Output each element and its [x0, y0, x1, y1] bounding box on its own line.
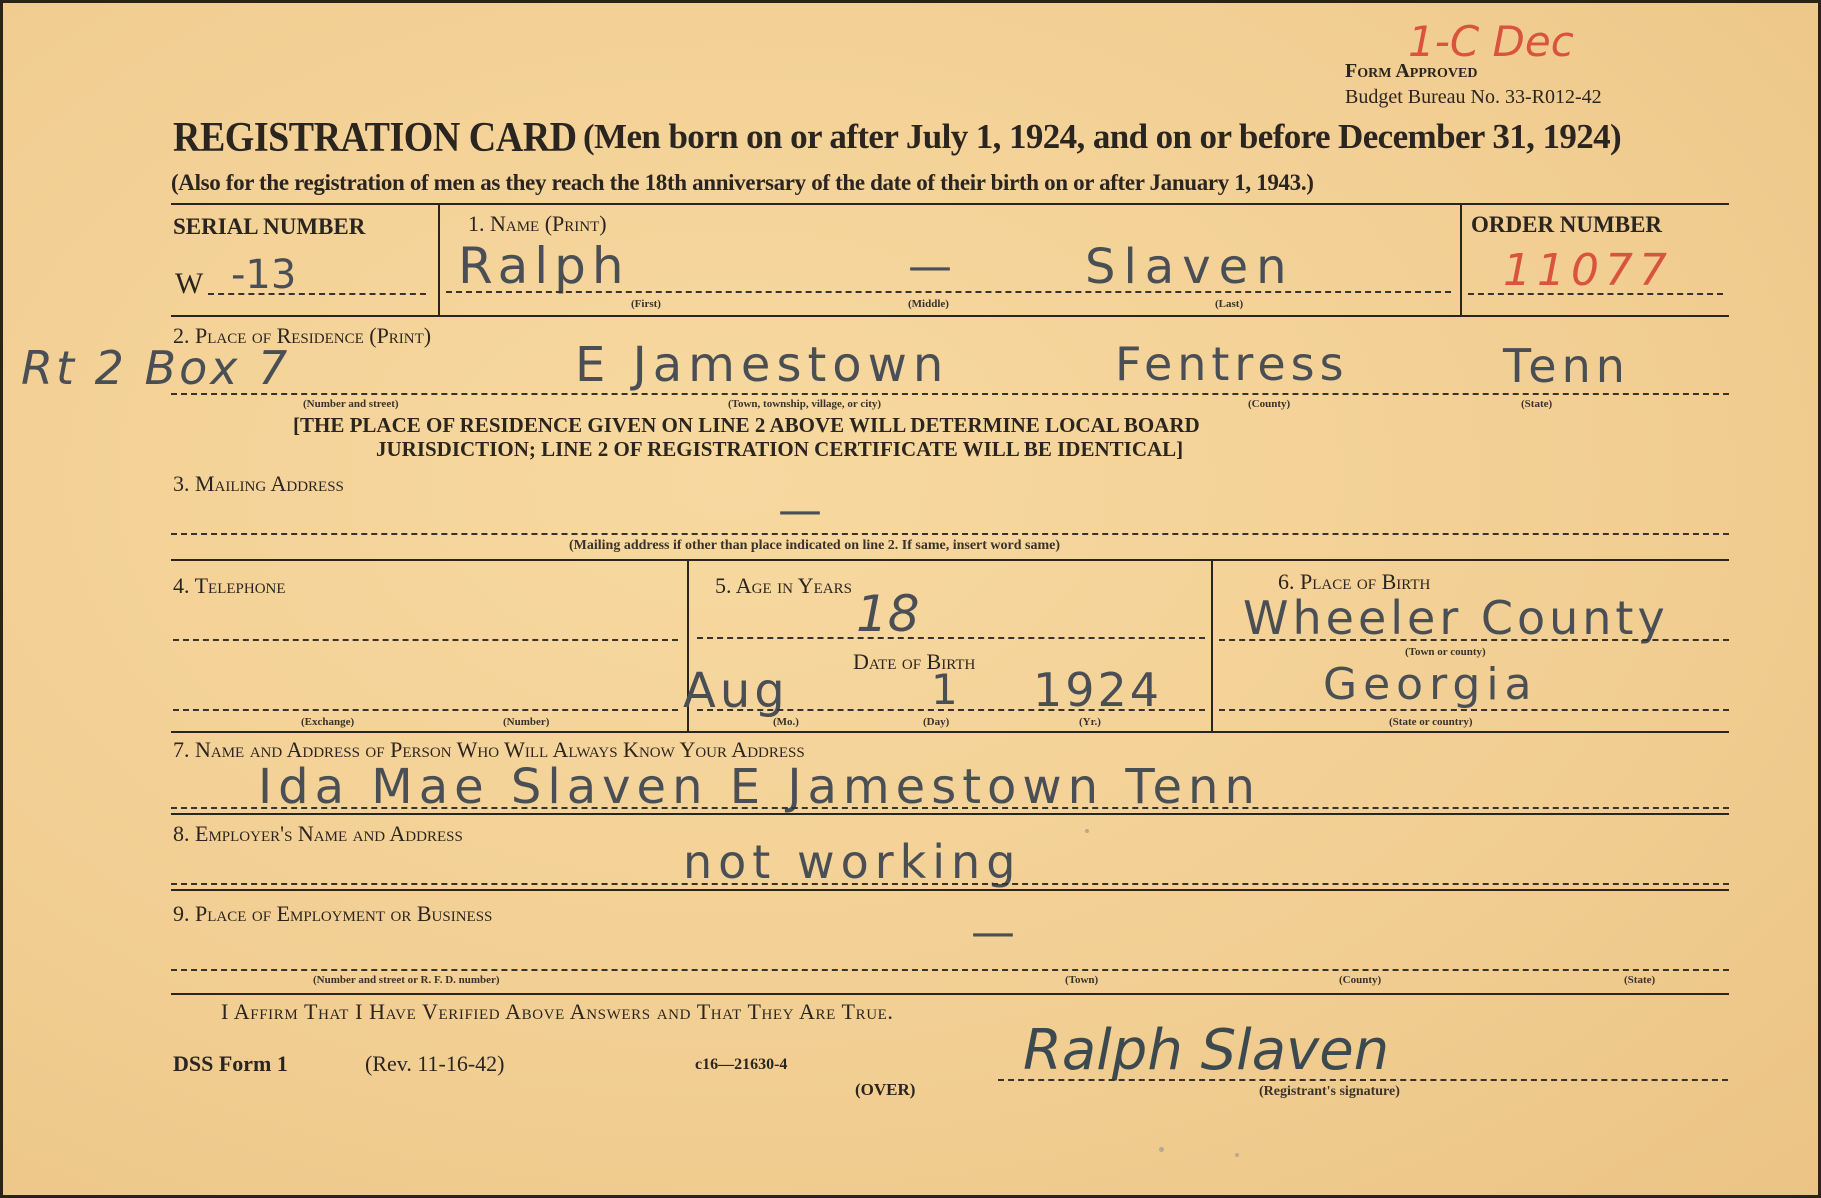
- over-note: (OVER): [855, 1080, 916, 1099]
- residence-label: 2. Place of Residence (Print): [173, 323, 432, 348]
- name-first-caption: (First): [631, 298, 661, 310]
- birthplace-state-caption: (State or country): [1389, 716, 1473, 728]
- date-of-birth-label: Date of Birth: [853, 649, 976, 674]
- employment-town-caption: (Town): [1065, 974, 1099, 986]
- employment-street-caption: (Number and street or R. F. D. number): [313, 974, 500, 986]
- card-subtitle: (Also for the registration of men as they reach the 18th anniversary of the date of their birth on or after January 1, 1943.): [171, 170, 1314, 195]
- residence-street-caption: (Number and street): [303, 398, 399, 410]
- residence-state-caption: (State): [1521, 398, 1553, 410]
- jurisdiction-note-line-2: JURISDICTION; LINE 2 OF REGISTRATION CERTIFICATE WILL BE IDENTICAL]: [376, 437, 1184, 461]
- affirmation-text: I Affirm That I Have Verified Above Answers and That They Are True.: [221, 999, 894, 1024]
- telephone-exchange-caption: (Exchange): [301, 716, 355, 728]
- registrant-signature: Ralph Slaven: [1023, 1018, 1390, 1083]
- name-last-caption: (Last): [1215, 298, 1244, 310]
- telephone-label: 4. Telephone: [173, 573, 286, 598]
- card-title: REGISTRATION CARD: [173, 114, 577, 161]
- residence-county: Fentress: [1115, 337, 1349, 391]
- order-number-label: ORDER NUMBER: [1471, 212, 1663, 237]
- age-label: 5. Age in Years: [715, 573, 852, 598]
- name-first: Ralph: [458, 237, 630, 295]
- name-label: 1. Name (Print): [468, 211, 607, 236]
- form-approved: Form Approved: [1345, 60, 1478, 82]
- mailing-address-caption: (Mailing address if other than place indicated on line 2. If same, insert word same): [569, 538, 1061, 553]
- name-last: Slaven: [1085, 239, 1295, 295]
- mailing-address-label: 3. Mailing Address: [173, 471, 344, 496]
- budget-bureau: Budget Bureau No. 33-R012-42: [1345, 86, 1602, 108]
- dss-form-revision: (Rev. 11-16-42): [365, 1051, 505, 1076]
- jurisdiction-note-line-1: [THE PLACE OF RESIDENCE GIVEN ON LINE 2 ABOVE WILL DETERMINE LOCAL BOARD: [293, 413, 1200, 437]
- employment-state-caption: (State): [1624, 974, 1656, 986]
- residence-town: E Jamestown: [575, 337, 950, 393]
- serial-number-value: -13: [231, 252, 297, 298]
- residence-county-caption: (County): [1248, 398, 1291, 410]
- place-of-birth-label: 6. Place of Birth: [1278, 569, 1431, 594]
- dob-year-caption: (Yr.): [1079, 716, 1101, 728]
- mailing-address-value: —: [778, 485, 822, 536]
- card-title-note: (Men born on or after July 1, 1924, and on or before December 31, 1924): [583, 117, 1622, 156]
- employer-value: not working: [683, 835, 1022, 889]
- dob-day: 1: [931, 665, 958, 714]
- residence-street: Rt 2 Box 7: [21, 341, 291, 395]
- dob-day-caption: (Day): [923, 716, 950, 728]
- contact-person-label: 7. Name and Address of Person Who Will Always Know Your Address: [173, 737, 805, 762]
- dob-year: 1924: [1033, 663, 1163, 717]
- contact-person-value: Ida Mae Slaven E Jamestown Tenn: [258, 759, 1261, 815]
- signature-caption: (Registrant's signature): [1259, 1084, 1400, 1099]
- order-number-value: 11077: [1503, 245, 1673, 296]
- dob-month: Aug: [683, 663, 789, 719]
- telephone-number-caption: (Number): [503, 716, 550, 728]
- name-middle-caption: (Middle): [908, 298, 949, 310]
- employer-label: 8. Employer's Name and Address: [173, 821, 463, 846]
- serial-number-label: SERIAL NUMBER: [173, 214, 366, 239]
- serial-prefix: W: [175, 267, 204, 300]
- employment-county-caption: (County): [1339, 974, 1382, 986]
- employment-place-value: —: [971, 907, 1015, 958]
- residence-state: Tenn: [1503, 339, 1630, 393]
- dss-form-id: DSS Form 1: [173, 1051, 288, 1076]
- print-code: c16—21630-4: [695, 1056, 788, 1073]
- annotation: 1-C Dec: [1408, 17, 1574, 66]
- age-value: 18: [856, 585, 920, 643]
- birthplace-state: Georgia: [1323, 659, 1538, 710]
- residence-town-caption: (Town, township, village, or city): [728, 398, 882, 410]
- name-middle: —: [908, 241, 952, 292]
- dob-month-caption: (Mo.): [773, 716, 799, 728]
- employment-place-label: 9. Place of Employment or Business: [173, 901, 493, 926]
- birthplace-town: Wheeler County: [1243, 591, 1669, 645]
- birthplace-town-caption: (Town or county): [1405, 646, 1486, 658]
